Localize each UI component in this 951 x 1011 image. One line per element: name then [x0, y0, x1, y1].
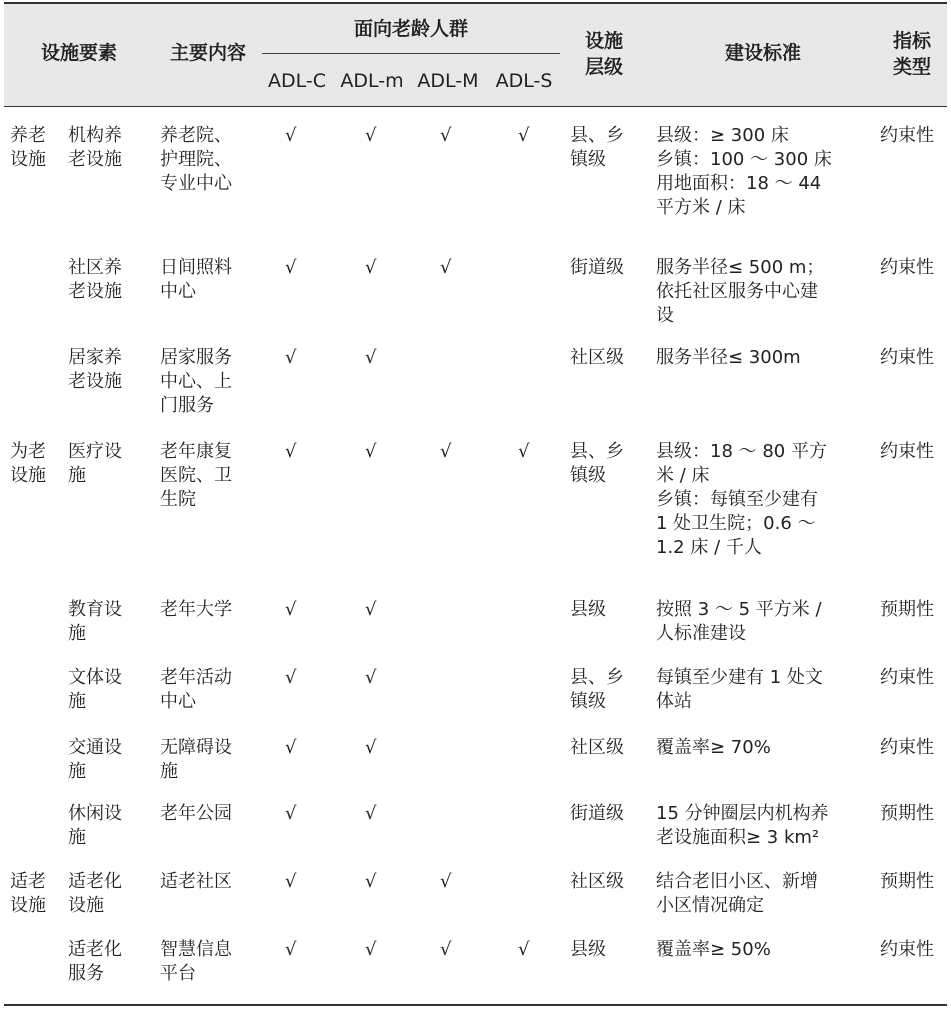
row-content: 智慧信息 平台 — [160, 939, 232, 984]
row-element: 机构养 老设施 — [68, 125, 122, 170]
check-mark: √ — [365, 871, 377, 892]
row-type: 约束性 — [880, 667, 934, 688]
row-content: 适老社区 — [160, 871, 232, 892]
row-type: 约束性 — [880, 939, 934, 960]
row-element: 居家养 老设施 — [68, 347, 122, 392]
check-mark: √ — [365, 737, 377, 758]
row-element: 适老化 服务 — [68, 939, 122, 984]
row-content: 老年大学 — [160, 599, 232, 620]
check-mark: √ — [285, 871, 297, 892]
check-mark: √ — [440, 257, 452, 278]
row-level: 县、乡 镇级 — [570, 441, 624, 486]
check-mark: √ — [518, 939, 530, 960]
check-mark: √ — [365, 441, 377, 462]
check-mark: √ — [440, 939, 452, 960]
row-type: 约束性 — [880, 737, 934, 758]
top-rule — [4, 2, 947, 4]
row-type: 约束性 — [880, 257, 934, 278]
row-type: 约束性 — [880, 125, 934, 146]
check-mark: √ — [365, 347, 377, 368]
header-standard: 建设标准 — [724, 42, 801, 64]
check-mark: √ — [440, 441, 452, 462]
row-category: 养老 设施 — [10, 125, 46, 170]
check-mark: √ — [285, 347, 297, 368]
check-mark: √ — [365, 257, 377, 278]
row-content: 日间照料 中心 — [160, 257, 232, 302]
row-standard: 覆盖率≥ 50% — [656, 939, 771, 960]
row-type: 约束性 — [880, 441, 934, 462]
row-element: 交通设 施 — [68, 737, 122, 782]
check-mark: √ — [285, 939, 297, 960]
row-category: 适老 设施 — [10, 871, 46, 916]
bottom-rule — [4, 1004, 947, 1006]
check-mark: √ — [365, 125, 377, 146]
row-standard: 每镇至少建有 1 处文 体站 — [656, 667, 823, 712]
row-type: 预期性 — [880, 599, 934, 620]
check-mark: √ — [440, 871, 452, 892]
row-level: 社区级 — [570, 347, 624, 368]
header-bottom-rule — [4, 106, 947, 107]
header-adl-m-lower: ADL-m — [340, 70, 404, 92]
row-type: 约束性 — [880, 347, 934, 368]
row-content: 老年活动 中心 — [160, 667, 232, 712]
header-content: 主要内容 — [169, 42, 246, 64]
group-header-rule — [262, 53, 560, 54]
row-content: 老年康复 医院、卫 生院 — [160, 441, 232, 510]
row-content: 养老院、 护理院、 专业中心 — [160, 125, 232, 194]
row-standard: 结合老旧小区、新增 小区情况确定 — [656, 871, 818, 916]
row-standard: 县级：≥ 300 床 乡镇：100 ～ 300 床 用地面积：18 ～ 44 平方米 / 床 — [656, 125, 832, 218]
row-level: 街道级 — [570, 803, 624, 824]
check-mark: √ — [285, 667, 297, 688]
check-mark: √ — [365, 599, 377, 620]
row-standard: 覆盖率≥ 70% — [656, 737, 771, 758]
check-mark: √ — [285, 257, 297, 278]
row-standard: 按照 3 ～ 5 平方米 / 人标准建设 — [656, 599, 822, 644]
header-type: 指标 类型 — [892, 30, 931, 78]
row-level: 县、乡 镇级 — [570, 667, 624, 712]
row-level: 社区级 — [570, 871, 624, 892]
row-content: 居家服务 中心、上 门服务 — [160, 347, 232, 416]
check-mark: √ — [285, 803, 297, 824]
row-level: 街道级 — [570, 257, 624, 278]
check-mark: √ — [365, 667, 377, 688]
header-target-group: 面向老龄人群 — [353, 18, 468, 40]
check-mark: √ — [285, 737, 297, 758]
check-mark: √ — [518, 441, 530, 462]
row-type: 预期性 — [880, 803, 934, 824]
row-element: 适老化 设施 — [68, 871, 122, 916]
row-element: 医疗设 施 — [68, 441, 122, 486]
row-element: 教育设 施 — [68, 599, 122, 644]
row-level: 社区级 — [570, 737, 624, 758]
row-category: 为老 设施 — [10, 441, 46, 486]
check-mark: √ — [518, 125, 530, 146]
row-standard: 15 分钟圈层内机构养 老设施面积≥ 3 km² — [656, 803, 829, 848]
row-level: 县、乡 镇级 — [570, 125, 624, 170]
row-standard: 县级：18 ～ 80 平方 米 / 床 乡镇：每镇至少建有 1 处卫生院；0.6 ～ 1.2 床 / 千人 — [656, 441, 827, 558]
header-level: 设施 层级 — [584, 30, 623, 78]
row-level: 县级 — [570, 599, 606, 620]
check-mark: √ — [285, 599, 297, 620]
row-standard: 服务半径≤ 500 m； 依托社区服务中心建 设 — [656, 257, 825, 326]
header-element: 设施要素 — [40, 42, 117, 64]
check-mark: √ — [365, 939, 377, 960]
header-adl-s: ADL-S — [495, 70, 553, 92]
check-mark: √ — [440, 125, 452, 146]
row-element: 文体设 施 — [68, 667, 122, 712]
check-mark: √ — [365, 803, 377, 824]
header-adl-m-upper: ADL-M — [417, 70, 479, 92]
row-level: 县级 — [570, 939, 606, 960]
row-element: 社区养 老设施 — [68, 257, 122, 302]
header-adl-c: ADL-C — [267, 70, 326, 92]
check-mark: √ — [285, 441, 297, 462]
row-standard: 服务半径≤ 300m — [656, 347, 801, 368]
check-mark: √ — [285, 125, 297, 146]
row-content: 无障碍设 施 — [160, 737, 232, 782]
row-content: 老年公园 — [160, 803, 232, 824]
row-element: 休闲设 施 — [68, 803, 122, 848]
row-type: 预期性 — [880, 871, 934, 892]
